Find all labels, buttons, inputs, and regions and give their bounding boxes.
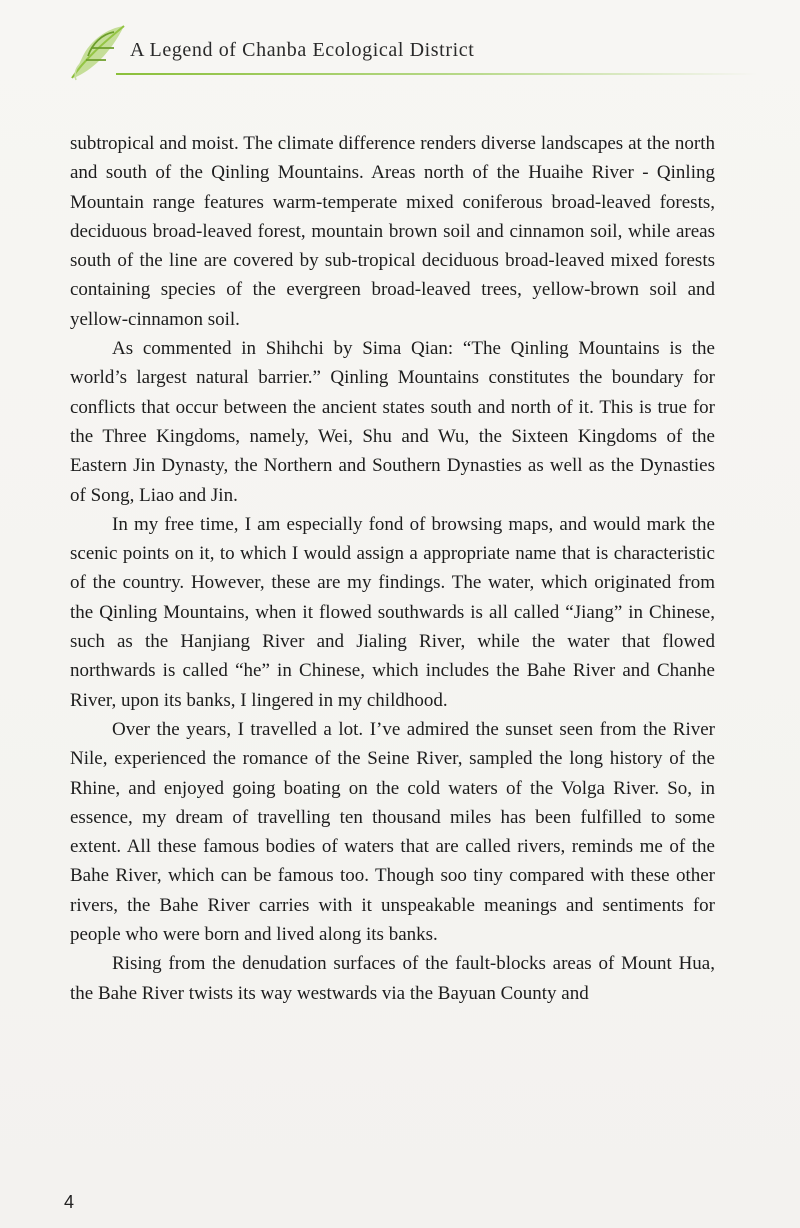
page-number: 4 (64, 1192, 75, 1212)
leaf-logo-icon (62, 18, 134, 88)
body-text (70, 129, 715, 1008)
header-title: A Legend of Chanba Ecological District (130, 39, 475, 61)
running-header (62, 18, 782, 88)
paragraph: As commented in Shihchi by Sima Qian: “The Qinling Mountains is the world’s largest natural barrier.” Qinling Mountains constitutes the boundary for conflicts that occur between the ancient states south and north of it. This is true for the Three Kingdoms, namely, Wei, Shu and Wu, the Sixteen Kingdoms of the Eastern Jin Dynasty, the Northern and Southern Dynasties as well as the Dynasties of Song, Liao and Jin. (70, 338, 715, 506)
paragraph: Rising from the denudation surfaces of the fault-blocks areas of Mount Hua, the Bahe River twists its way westwards via the Bayuan County and (70, 953, 715, 1004)
paragraph: subtropical and moist. The climate difference renders diverse landscapes at the north and south of the Qinling Mountains. Areas north of the Huaihe River - Qinling Mountain range features warm-temperate mixed coniferous broad-leaved forests, deciduous broad-leaved forest, mountain brown soil and cinnamon soil, while areas south of the line are covered by sub-tropical deciduous broad-leaved mixed forests containing species of the evergreen broad-leaved trees, yellow-brown soil and yellow-cinnamon soil. (70, 133, 715, 330)
header-divider (116, 73, 756, 75)
paragraph: Over the years, I travelled a lot. I’ve admired the sunset seen from the River Nile, experienced the romance of the Seine River, sampled the long history of the Rhine, and enjoyed going boating on the cold waters of the Volga River. So, in essence, my dream of travelling ten thousand miles has been fulfilled to some extent. All these famous bodies of waters that are called rivers, reminds me of the Bahe River, which can be famous too. Though soo tiny compared with these other rivers, the Bahe River carries with it unspeakable meanings and sentiments for people who were born and lived along its banks. (70, 718, 715, 946)
paragraph: In my free time, I am especially fond of browsing maps, and would mark the scenic points on it, to which I would assign a appropriate name that is characteristic of the country. However, these are my findings. The water, which originated from the Qinling Mountains, when it flowed southwards is all called “Jiang” in Chinese, such as the Hanjiang River and Jialing River, while the water that flowed northwards is called “he” in Chinese, which includes the Bahe River and Chanhe River, upon its banks, I lingered in my childhood. (70, 513, 715, 711)
